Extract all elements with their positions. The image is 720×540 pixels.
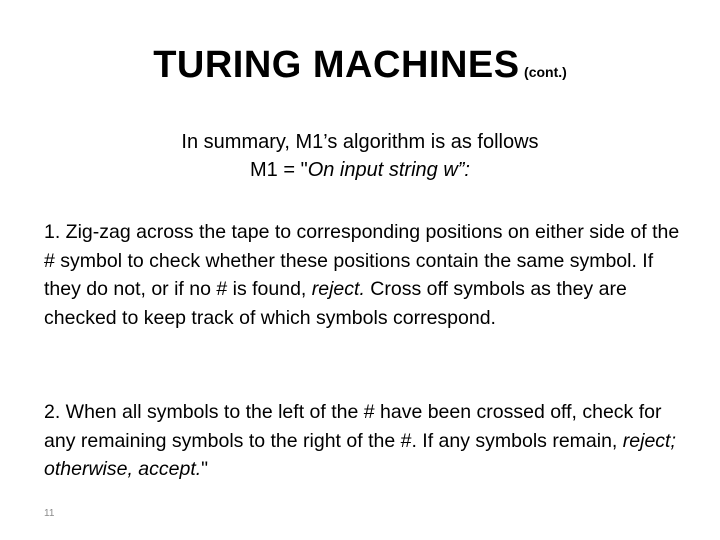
summary bbox=[0, 128, 720, 184]
slide-title bbox=[0, 44, 720, 87]
step-1-reject: reject. bbox=[311, 278, 365, 300]
summary-line-2-italic: On input string w”: bbox=[307, 159, 470, 181]
title-suffix: (cont.) bbox=[524, 64, 567, 80]
step-1-paragraph bbox=[44, 218, 684, 332]
step-1-text-after: Cross off symbols as they are checked to keep track of which symbols correspond. bbox=[44, 278, 627, 329]
page-number: 11 bbox=[44, 508, 55, 519]
summary-line-2-prefix: M1 = " bbox=[250, 159, 308, 181]
step-1-text: 1. Zig-zag across the tape to corresponding positions on either side of the # symbol to check whether these positions contain the same symbol. If they do not, or if no # is found, bbox=[44, 221, 680, 300]
summary-line-2 bbox=[0, 156, 720, 184]
step-2-text: 2. When all symbols to the left of the # have been crossed off, check for any remaining symbols to the right of the #. If any symbols remain, bbox=[44, 401, 662, 452]
step-2-end: " bbox=[201, 458, 209, 480]
title-main: TURING MACHINES bbox=[153, 44, 520, 86]
step-2-paragraph bbox=[44, 398, 684, 484]
step-2-italic: reject; otherwise, accept. bbox=[44, 429, 676, 480]
summary-line-1: In summary, M1’s algorithm is as follows bbox=[181, 131, 539, 153]
